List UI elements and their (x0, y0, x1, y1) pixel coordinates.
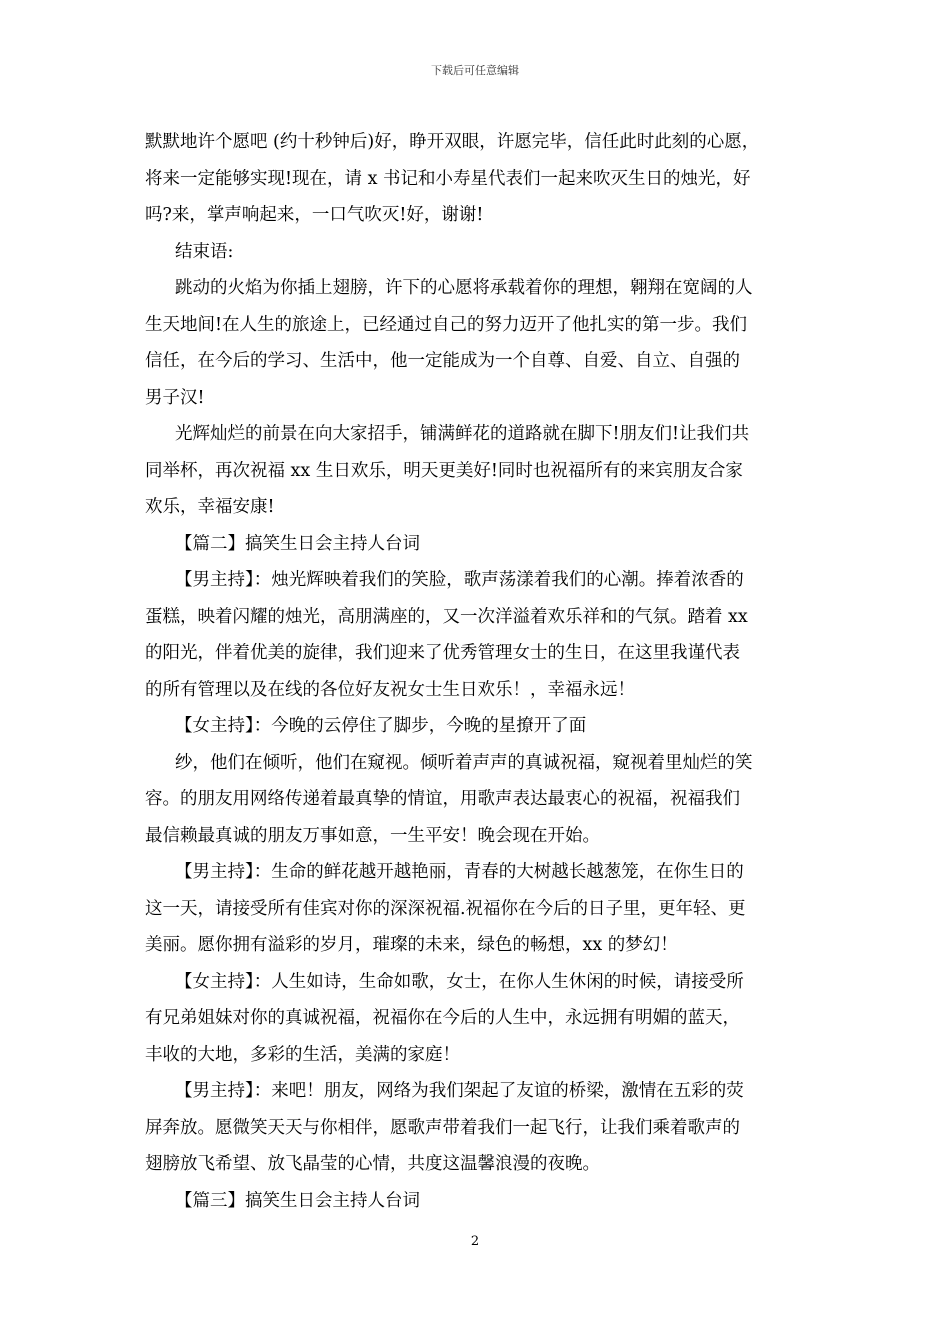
text-line: 光辉灿烂的前景在向大家招手，铺满鲜花的道路就在脚下!朋友们!让我们共 (175, 424, 750, 444)
text-line: 生天地间!在人生的旅途上，已经通过自己的努力迈开了他扎实的第一步。我们 (145, 314, 748, 335)
text-line: 【女主持】：人生如诗，生命如歌，女士，在你人生休闲的时候，请接受所 (175, 971, 744, 992)
text-line: 信任，在今后的学习、生活中，他一定能成为一个自尊、自爱、自立、自强的 (145, 351, 740, 371)
paragraph-female-host-1 (145, 708, 810, 854)
text-line: 【男主持】：烛光辉映着我们的笑脸，歌声荡漾着我们的心潮。捧着浓香的 (175, 570, 744, 590)
document-body (145, 124, 810, 1219)
text-line: 【篇三】搞笑生日会主持人台词 (175, 1190, 420, 1211)
text-line: 【篇二】搞笑生日会主持人台词 (175, 533, 420, 554)
text-line: 美丽。愿你拥有溢彩的岁月，璀璨的未来，绿色的畅想，xx 的梦幻！ (145, 935, 678, 955)
paragraph-male-host-1 (145, 562, 810, 708)
paragraph-male-host-2 (145, 854, 810, 964)
text-line: 欢乐，幸福安康! (145, 497, 275, 517)
text-line: 男子汉! (145, 387, 205, 408)
text-line: 同举杯，再次祝福 xx 生日欢乐，明天更美好!同时也祝福所有的来宾朋友合家 (145, 460, 743, 481)
text-line: 跳动的火焰为你插上翅膀，许下的心愿将承载着你的理想，翱翔在宽阔的人 (175, 278, 753, 298)
paragraph-closing-2 (145, 416, 810, 526)
text-line: 吗?来，掌声响起来，一口气吹灭!好，谢谢! (145, 205, 484, 225)
paragraph-female-host-2 (145, 964, 810, 1074)
paragraph-closing-1 (145, 270, 810, 416)
page-header: 下载后可任意编辑 (431, 64, 519, 77)
text-line: 纱，他们在倾听，他们在窥视。倾听着声声的真诚祝福，窥视着里灿烂的笑 (175, 752, 753, 773)
text-line: 的所有管理以及在线的各位好友祝女士生日欢乐！，幸福永远！ (145, 679, 635, 700)
paragraph-wish-ending (145, 124, 810, 234)
text-line: 有兄弟姐妹对你的真诚祝福，祝福你在今后的人生中，永远拥有明媚的蓝天， (145, 1008, 740, 1028)
text-line: 【男主持】：生命的鲜花越开越艳丽，青春的大树越长越葱笼，在你生日的 (175, 862, 744, 882)
text-line: 默默地许个愿吧 (约十秒钟后)好，睁开双眼，许愿完毕，信任此时此刻的心愿， (145, 132, 760, 152)
text-line: 【男主持】：来吧！朋友，网络为我们架起了友谊的桥梁，激情在五彩的荧 (175, 1081, 744, 1101)
text-line: 的阳光，伴着优美的旋律，我们迎来了优秀管理女士的生日，在这里我谨代表 (145, 643, 740, 663)
page-number: 2 (470, 1234, 480, 1249)
text-line: 翅膀放飞希望、放飞晶莹的心情，共度这温馨浪漫的夜晚。 (145, 1154, 600, 1174)
section-heading-part-2 (145, 526, 810, 563)
text-line: 蛋糕，映着闪耀的烛光，高朋满座的，又一次洋溢着欢乐祥和的气氛。踏着 xx (145, 606, 748, 627)
text-line: 丰收的大地，多彩的生活，美满的家庭！ (145, 1044, 460, 1065)
section-heading-part-3 (145, 1183, 810, 1220)
paragraph-closing-label (145, 234, 810, 271)
text-line: 最信赖最真诚的朋友万事如意，一生平安！晚会现在开始。 (145, 825, 600, 846)
text-line: 这一天，请接受所有佳宾对你的深深祝福.祝福你在今后的日子里，更年轻、更 (145, 898, 746, 919)
text-line: 容。的朋友用网络传递着最真挚的情谊，用歌声表达最衷心的祝福，祝福我们 (145, 789, 740, 809)
text-line: 将来一定能够实现!现在，请 x 书记和小寿星代表们一起来吹灭生日的烛光，好 (145, 168, 751, 189)
text-line: 屏奔放。愿微笑天天与你相伴，愿歌声带着我们一起飞行，让我们乘着歌声的 (145, 1117, 740, 1138)
text-line: 结束语: (175, 241, 234, 262)
text-line: 【女主持】：今晚的云停住了脚步，今晚的星撩开了面 (175, 716, 587, 736)
paragraph-male-host-3 (145, 1073, 810, 1183)
